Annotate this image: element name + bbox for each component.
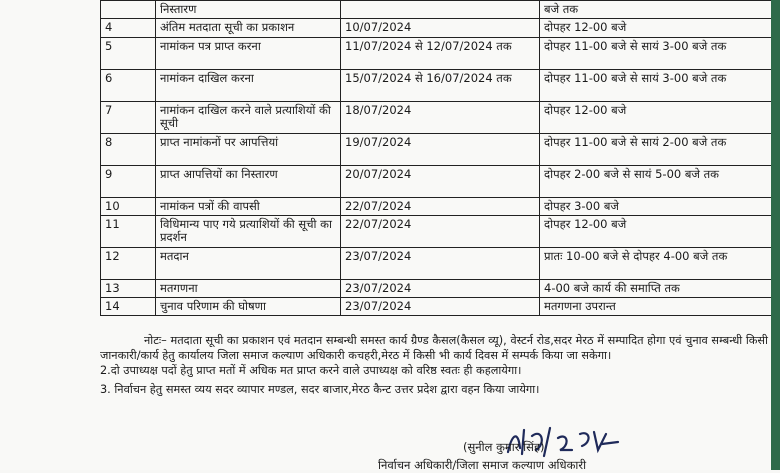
row-activity: मतदान [156, 248, 341, 280]
signatory-designation: निर्वाचन अधिकारी/जिला समाज कल्याण अधिकारी [378, 458, 586, 473]
note-2: 2.दो उपाध्यक्ष पदों हेतु प्राप्त मतों में अधिक मत प्राप्त करने वाले उपाध्यक्ष को वरिष्ठ स्वतः ही कहलायेगा। [100, 363, 768, 378]
row-date: 23/07/2024 [341, 298, 540, 316]
row-date: 22/07/2024 [341, 216, 540, 248]
schedule-table [100, 0, 780, 316]
table-row [101, 198, 780, 216]
row-activity: अंतिम मतदाता सूची का प्रकाशन [156, 19, 341, 38]
row-date: 15/07/2024 से 16/07/2024 तक [341, 70, 540, 102]
row-time: दोपहर 2-00 बजे से सायं 5-00 बजे तक [540, 166, 780, 198]
row-number: 14 [101, 298, 156, 316]
row-date: 11/07/2024 से 12/07/2024 तक [341, 38, 540, 70]
row-number [101, 1, 156, 19]
page-edge-strip [771, 0, 780, 470]
table-row [101, 19, 780, 38]
row-date: 23/07/2024 [341, 280, 540, 298]
table-row [101, 248, 780, 280]
row-date: 23/07/2024 [341, 248, 540, 280]
row-time: 4-00 बजे कार्य की समाप्ति तक [540, 280, 780, 298]
row-date: 10/07/2024 [341, 19, 540, 38]
row-activity: निस्तारण [156, 1, 341, 19]
row-time: बजे तक [540, 1, 780, 19]
table-row [101, 280, 780, 298]
row-activity: नामांकन पत्रों की वापसी [156, 198, 341, 216]
row-time: दोपहर 12-00 बजे [540, 216, 780, 248]
row-number: 5 [101, 38, 156, 70]
row-date [341, 1, 540, 19]
row-time: दोपहर 3-00 बजे [540, 198, 780, 216]
row-number: 13 [101, 280, 156, 298]
table-row [101, 298, 780, 316]
table-row [101, 1, 780, 19]
row-number: 11 [101, 216, 156, 248]
row-number: 6 [101, 70, 156, 102]
row-time: दोपहर 12-00 बजे [540, 19, 780, 38]
row-number: 8 [101, 134, 156, 166]
row-date: 18/07/2024 [341, 102, 540, 134]
row-activity: विधिमान्य पाए गये प्रत्याशियों की सूची का प्रदर्शन [156, 216, 341, 248]
row-activity: मतगणना [156, 280, 341, 298]
row-number: 9 [101, 166, 156, 198]
row-activity: नामांकन दाखिल करने वाले प्रत्याशियों की सूची [156, 102, 341, 134]
row-activity: चुनाव परिणाम की घोषणा [156, 298, 341, 316]
row-activity: प्राप्त आपत्तियों का निस्तारण [156, 166, 341, 198]
signatory-name: (सुनील कुमार सिंह) [463, 440, 544, 455]
table-row [101, 38, 780, 70]
row-time: दोपहर 11-00 बजे से सायं 3-00 बजे तक [540, 38, 780, 70]
row-activity: प्राप्त नामांकनों पर आपत्तियां [156, 134, 341, 166]
row-time: प्रातः 10-00 बजे से दोपहर 4-00 बजे तक [540, 248, 780, 280]
table-row [101, 70, 780, 102]
row-time: दोपहर 11-00 बजे से सायं 3-00 बजे तक [540, 70, 780, 102]
table-row [101, 166, 780, 198]
row-time: मतगणना उपरान्त [540, 298, 780, 316]
row-time: दोपहर 11-00 बजे से सायं 2-00 बजे तक [540, 134, 780, 166]
row-number: 7 [101, 102, 156, 134]
note-1: नोटः– मतदाता सूची का प्रकाशन एवं मतदान सम्बन्धी समस्त कार्य ग्रैण्ड कैसल(कैसल व्यू), वेस्टर्न रोड,सदर मेरठ में सम्पादित होगा एवं चुनाव सम्बन्धी किसी जानकारी/कार्य हेतु कार्यालय जिला समाज कल्याण अधिकारी कचहरी,मेरठ में किसी भी कार्य दिवस में सम्पर्क किया जा सकेगा। [100, 333, 768, 363]
row-time: दोपहर 12-00 बजे [540, 102, 780, 134]
table-row [101, 134, 780, 166]
row-number: 4 [101, 19, 156, 38]
row-date: 20/07/2024 [341, 166, 540, 198]
table-row [101, 216, 780, 248]
row-date: 22/07/2024 [341, 198, 540, 216]
row-number: 12 [101, 248, 156, 280]
row-activity: नामांकन दाखिल करना [156, 70, 341, 102]
row-number: 10 [101, 198, 156, 216]
table-row [101, 102, 780, 134]
row-activity: नामांकन पत्र प्राप्त करना [156, 38, 341, 70]
row-date: 19/07/2024 [341, 134, 540, 166]
notes-section [100, 333, 768, 397]
note-3: 3. निर्वाचन हेतु समस्त व्यय सदर व्यापार मण्डल, सदर बाजार,मेरठ कैन्ट उत्तर प्रदेश द्वारा वहन किया जायेगा। [100, 382, 768, 397]
